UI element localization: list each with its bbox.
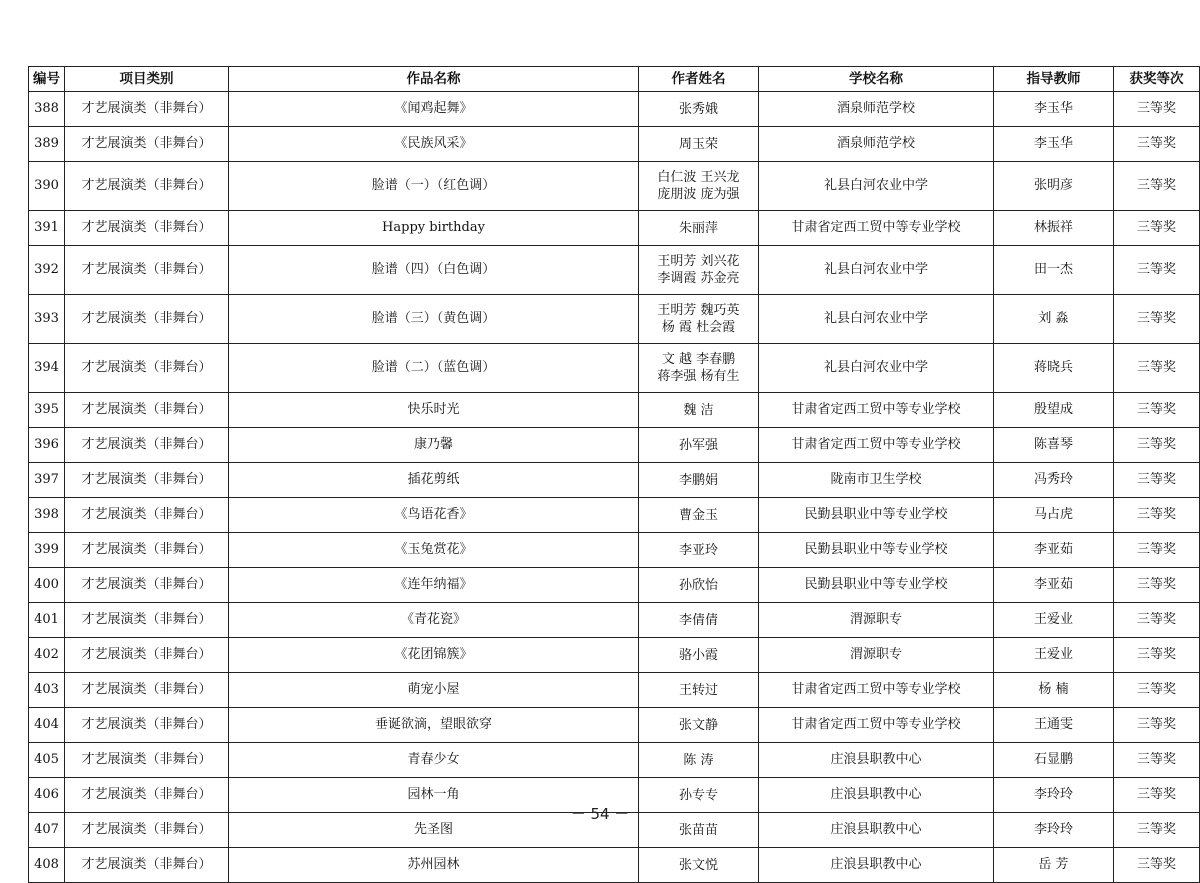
author-name: 骆小霞 [678,647,718,663]
cell-school: 民勤县职业中等专业学校 [759,533,994,568]
cell-award: 三等奖 [1114,848,1200,883]
table-row [29,428,1200,463]
author-name: 杨 霞 杜会霞 [661,320,736,335]
cell-category: 才艺展演类（非舞台） [65,92,229,127]
header-author: 作者姓名 [639,67,759,92]
cell-number: 391 [29,211,65,246]
cell-category: 才艺展演类（非舞台） [65,848,229,883]
cell-school: 甘肃省定西工贸中等专业学校 [759,211,994,246]
table-row [29,533,1200,568]
cell-author [639,743,759,778]
cell-category: 才艺展演类（非舞台） [65,162,229,211]
cell-number: 389 [29,127,65,162]
cell-teacher: 杨 楠 [994,673,1114,708]
cell-number: 395 [29,393,65,428]
cell-school: 酒泉师范学校 [759,92,994,127]
cell-school: 庄浪县职教中心 [759,848,994,883]
cell-school: 甘肃省定西工贸中等专业学校 [759,393,994,428]
table-row [29,498,1200,533]
cell-teacher: 王爱业 [994,638,1114,673]
cell-category: 才艺展演类（非舞台） [65,533,229,568]
table-row [29,848,1200,883]
cell-teacher: 李亚茹 [994,568,1114,603]
author-name: 李鹏娟 [678,472,718,488]
cell-title: 《花团锦簇》 [229,638,639,673]
cell-teacher: 石显鹏 [994,743,1114,778]
cell-number: 390 [29,162,65,211]
page-number: － 54 － [570,805,630,823]
cell-category: 才艺展演类（非舞台） [65,428,229,463]
cell-title: 脸谱（四）（白色调） [229,246,639,295]
cell-teacher: 李亚茹 [994,533,1114,568]
cell-author [639,673,759,708]
cell-title: 萌宠小屋 [229,673,639,708]
cell-author [639,848,759,883]
cell-number: 400 [29,568,65,603]
cell-author [639,393,759,428]
cell-school: 礼县白河农业中学 [759,246,994,295]
table-row [29,127,1200,162]
table-row [29,638,1200,673]
cell-author [639,428,759,463]
cell-title: 《连年纳福》 [229,568,639,603]
cell-award: 三等奖 [1114,778,1200,813]
table-row [29,708,1200,743]
cell-title: 插花剪纸 [229,463,639,498]
cell-category: 才艺展演类（非舞台） [65,673,229,708]
cell-award: 三等奖 [1114,533,1200,568]
author-name: 庞朋波 庞为强 [657,187,740,202]
author-name: 王转过 [678,682,718,698]
cell-school: 甘肃省定西工贸中等专业学校 [759,708,994,743]
cell-title: 《青花瓷》 [229,603,639,638]
cell-award: 三等奖 [1114,638,1200,673]
cell-title: 青春少女 [229,743,639,778]
cell-award: 三等奖 [1114,743,1200,778]
author-name: 王明芳 刘兴花 [657,254,740,269]
author-name: 蒋李强 杨有生 [657,369,740,384]
cell-title: 脸谱（一）（红色调） [229,162,639,211]
cell-school: 民勤县职业中等专业学校 [759,498,994,533]
cell-author [639,568,759,603]
cell-number: 388 [29,92,65,127]
cell-title: 园林一角 [229,778,639,813]
cell-award: 三等奖 [1114,344,1200,393]
cell-teacher: 马占虎 [994,498,1114,533]
cell-author [639,162,759,211]
table-row [29,393,1200,428]
cell-award: 三等奖 [1114,246,1200,295]
cell-number: 399 [29,533,65,568]
cell-author [639,344,759,393]
cell-school: 庄浪县职教中心 [759,813,994,848]
cell-category: 才艺展演类（非舞台） [65,568,229,603]
header-teacher: 指导教师 [994,67,1114,92]
cell-category: 才艺展演类（非舞台） [65,708,229,743]
cell-award: 三等奖 [1114,127,1200,162]
author-name: 张文静 [678,717,718,733]
cell-number: 403 [29,673,65,708]
cell-school: 庄浪县职教中心 [759,743,994,778]
cell-author [639,498,759,533]
cell-category: 才艺展演类（非舞台） [65,743,229,778]
author-name: 李调霞 苏金亮 [657,271,740,286]
author-name: 张文悦 [678,857,718,873]
cell-author [639,533,759,568]
cell-award: 三等奖 [1114,295,1200,344]
header-award: 获奖等次 [1114,67,1200,92]
cell-teacher: 李玉华 [994,92,1114,127]
author-name: 周玉荣 [678,136,718,152]
cell-teacher: 李玲玲 [994,778,1114,813]
cell-category: 才艺展演类（非舞台） [65,246,229,295]
cell-teacher: 王爱业 [994,603,1114,638]
cell-award: 三等奖 [1114,708,1200,743]
author-name: 李亚玲 [678,542,718,558]
cell-title: 《鸟语花香》 [229,498,639,533]
table-row [29,92,1200,127]
cell-author [639,638,759,673]
cell-teacher: 李玉华 [994,127,1114,162]
cell-school: 渭源职专 [759,638,994,673]
table-row [29,295,1200,344]
table-header-row [29,67,1200,92]
cell-category: 才艺展演类（非舞台） [65,603,229,638]
cell-title: 脸谱（三）（黄色调） [229,295,639,344]
header-school: 学校名称 [759,67,994,92]
cell-teacher: 刘 淼 [994,295,1114,344]
cell-award: 三等奖 [1114,463,1200,498]
cell-category: 才艺展演类（非舞台） [65,778,229,813]
cell-teacher: 陈喜琴 [994,428,1114,463]
table-body [29,92,1200,883]
cell-title: 苏州园林 [229,848,639,883]
cell-title: 《闻鸡起舞》 [229,92,639,127]
cell-title: 脸谱（二）（蓝色调） [229,344,639,393]
cell-number: 397 [29,463,65,498]
cell-school: 陇南市卫生学校 [759,463,994,498]
cell-teacher: 蒋晓兵 [994,344,1114,393]
cell-number: 398 [29,498,65,533]
cell-teacher: 林振祥 [994,211,1114,246]
author-name: 孙专专 [678,787,718,803]
cell-school: 民勤县职业中等专业学校 [759,568,994,603]
table-row [29,344,1200,393]
author-name: 白仁波 王兴龙 [657,170,740,185]
author-name: 陈 涛 [683,752,714,768]
cell-number: 392 [29,246,65,295]
author-name: 孙欣怡 [678,577,718,593]
table-row [29,463,1200,498]
cell-school: 渭源职专 [759,603,994,638]
cell-author [639,127,759,162]
cell-category: 才艺展演类（非舞台） [65,127,229,162]
author-name: 魏 洁 [683,402,714,418]
cell-number: 401 [29,603,65,638]
cell-number: 394 [29,344,65,393]
author-name: 李倩倩 [678,612,718,628]
cell-teacher: 岳 芳 [994,848,1114,883]
cell-teacher: 王通雯 [994,708,1114,743]
author-name: 张秀娥 [678,101,718,117]
cell-author [639,295,759,344]
cell-number: 407 [29,813,65,848]
cell-category: 才艺展演类（非舞台） [65,295,229,344]
cell-number: 402 [29,638,65,673]
table-row [29,743,1200,778]
cell-author [639,708,759,743]
cell-author [639,92,759,127]
author-name: 张苗苗 [678,822,718,838]
cell-school: 礼县白河农业中学 [759,162,994,211]
cell-category: 才艺展演类（非舞台） [65,813,229,848]
cell-number: 405 [29,743,65,778]
cell-teacher: 张明彦 [994,162,1114,211]
cell-title: 先圣图 [229,813,639,848]
table-row [29,673,1200,708]
table-row [29,568,1200,603]
cell-award: 三等奖 [1114,603,1200,638]
author-name: 文 越 李春鹏 [661,352,736,367]
cell-category: 才艺展演类（非舞台） [65,463,229,498]
cell-category: 才艺展演类（非舞台） [65,638,229,673]
cell-award: 三等奖 [1114,393,1200,428]
cell-award: 三等奖 [1114,813,1200,848]
cell-author [639,211,759,246]
header-title: 作品名称 [229,67,639,92]
cell-award: 三等奖 [1114,568,1200,603]
author-name: 曹金玉 [678,507,718,523]
cell-teacher: 冯秀玲 [994,463,1114,498]
cell-school: 庄浪县职教中心 [759,778,994,813]
cell-award: 三等奖 [1114,498,1200,533]
cell-category: 才艺展演类（非舞台） [65,393,229,428]
cell-author [639,603,759,638]
header-number: 编号 [29,67,65,92]
cell-teacher: 李玲玲 [994,813,1114,848]
cell-school: 酒泉师范学校 [759,127,994,162]
table-row [29,211,1200,246]
cell-number: 396 [29,428,65,463]
author-name: 朱丽萍 [678,220,718,236]
cell-school: 甘肃省定西工贸中等专业学校 [759,428,994,463]
cell-school: 礼县白河农业中学 [759,295,994,344]
author-name: 王明芳 魏巧英 [657,303,740,318]
cell-award: 三等奖 [1114,211,1200,246]
author-name: 孙军强 [678,437,718,453]
cell-award: 三等奖 [1114,92,1200,127]
cell-category: 才艺展演类（非舞台） [65,344,229,393]
cell-award: 三等奖 [1114,428,1200,463]
cell-title: 快乐时光 [229,393,639,428]
cell-number: 408 [29,848,65,883]
award-table [28,66,1200,883]
cell-teacher: 田一杰 [994,246,1114,295]
cell-author [639,463,759,498]
cell-title: 《民族风采》 [229,127,639,162]
cell-school: 礼县白河农业中学 [759,344,994,393]
header-category: 项目类别 [65,67,229,92]
cell-author [639,246,759,295]
cell-award: 三等奖 [1114,673,1200,708]
cell-teacher: 殷望成 [994,393,1114,428]
cell-title: Happy birthday [229,211,639,246]
cell-title: 垂诞欲滴，望眼欲穿 [229,708,639,743]
cell-category: 才艺展演类（非舞台） [65,211,229,246]
cell-title: 《玉兔赏花》 [229,533,639,568]
cell-category: 才艺展演类（非舞台） [65,498,229,533]
cell-number: 406 [29,778,65,813]
table-row [29,246,1200,295]
cell-number: 393 [29,295,65,344]
cell-title: 康乃馨 [229,428,639,463]
cell-school: 甘肃省定西工贸中等专业学校 [759,673,994,708]
cell-award: 三等奖 [1114,162,1200,211]
table-row [29,603,1200,638]
cell-number: 404 [29,708,65,743]
table-row [29,162,1200,211]
